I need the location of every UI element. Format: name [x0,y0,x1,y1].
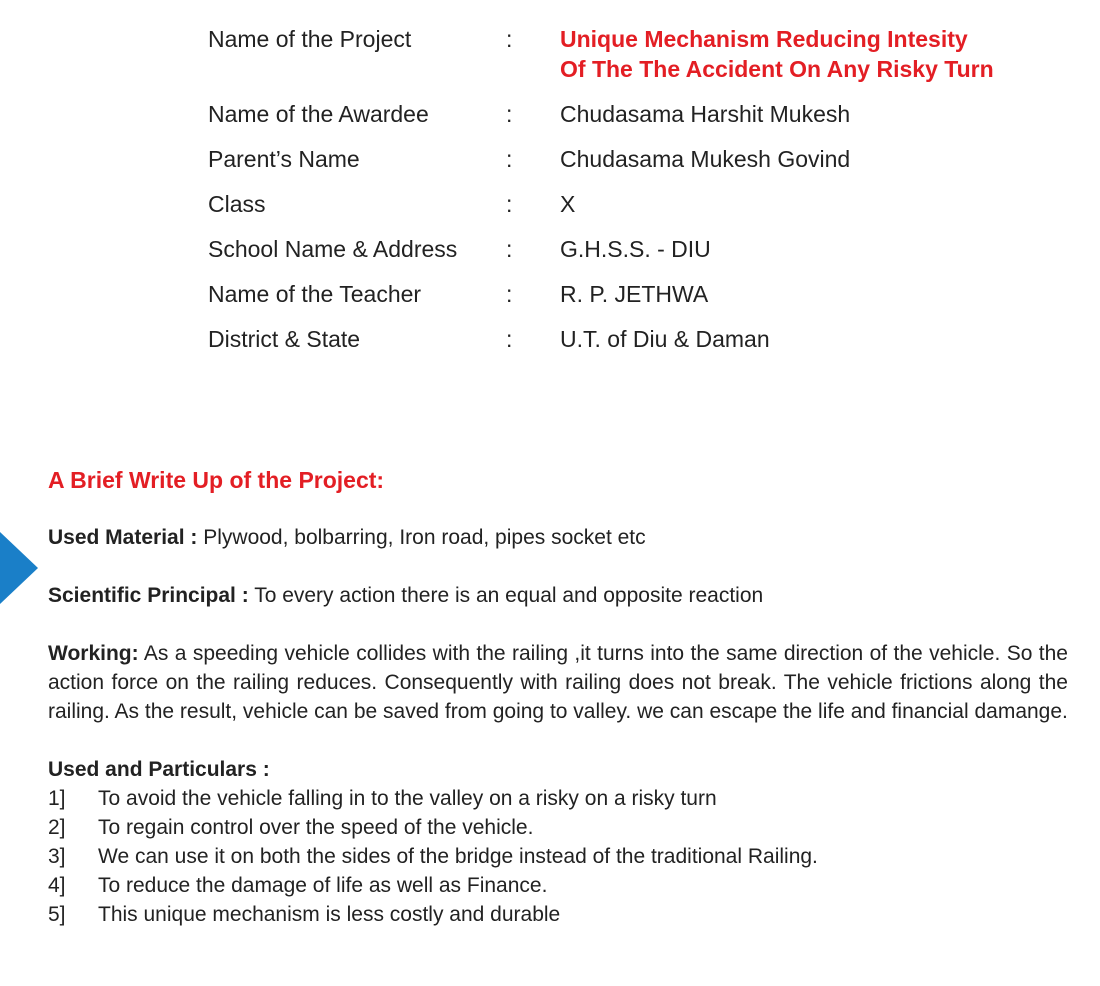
list-item [48,784,1068,813]
detail-colon: : [506,191,513,217]
list-item-text: This unique mechanism is less costly and durable [98,903,561,926]
detail-value: U.T. of Diu & Daman [560,326,770,352]
detail-colon: : [506,236,513,262]
detail-row-class [208,189,1068,219]
list-item-number: 2] [48,816,66,839]
project-details-table [208,24,1068,369]
list-item [48,871,1068,900]
detail-label: Name of the Awardee [208,101,429,127]
detail-colon: : [506,326,513,352]
working-paragraph [48,639,1068,726]
detail-label: Parent’s Name [208,146,360,172]
project-writeup [48,465,1068,929]
list-item [48,900,1068,929]
detail-value: R. P. JETHWA [560,281,709,307]
detail-value: X [560,191,576,217]
list-item-text: To regain control over the speed of the vehicle. [98,816,534,839]
list-item-number: 5] [48,903,66,926]
detail-row-project-name [208,24,1068,84]
working-label: Working: [48,642,139,665]
detail-value: G.H.S.S. - DIU [560,236,711,262]
detail-colon: : [506,146,513,172]
list-item-number: 4] [48,874,66,897]
blue-arrow-icon [0,532,38,604]
working-text: As a speeding vehicle collides with the railing ,it turns into the same direction of the vehicle. So the action force on the railing reduces. Consequently with railing does not break. The vehicle frictions along the railing. As the result, vehicle can be saved from going to valley. we can escape the life and financial damange. [48,642,1068,723]
list-item-number: 1] [48,787,66,810]
detail-value: Chudasama Mukesh Govind [560,146,851,172]
project-title-line-2: Of The The Accident On Any Risky Turn [560,56,994,82]
detail-label: School Name & Address [208,236,458,262]
list-item-text: To avoid the vehicle falling in to the valley on a risky on a risky turn [98,787,717,810]
detail-row-teacher [208,279,1068,309]
detail-colon: : [506,281,513,307]
project-title [560,24,1068,84]
list-item-text: To reduce the damage of life as well as Finance. [98,874,548,897]
detail-row-awardee [208,99,1068,129]
detail-label: Name of the Project [208,26,412,52]
detail-label: District & State [208,326,361,352]
uses-heading: Used and Particulars : [48,758,270,781]
scientific-principle-text: To every action there is an equal and opposite reaction [248,584,764,607]
detail-label: Class [208,191,266,217]
used-material-text: Plywood, bolbarring, Iron road, pipes socket etc [197,526,646,549]
list-item-text: We can use it on both the sides of the bridge instead of the traditional Railing. [98,845,818,868]
writeup-heading: A Brief Write Up of the Project: [48,467,385,493]
detail-value: Chudasama Harshit Mukesh [560,101,851,127]
detail-row-school [208,234,1068,264]
detail-row-district [208,324,1068,354]
project-title-line-1: Unique Mechanism Reducing Intesity [560,26,968,52]
uses-list [48,784,1068,929]
detail-colon: : [506,26,513,52]
detail-colon: : [506,101,513,127]
used-material-paragraph [48,523,1068,552]
list-item [48,813,1068,842]
scientific-principle-label: Scientific Principal : [48,584,249,607]
used-material-label: Used Material : [48,526,198,549]
scientific-principle-paragraph [48,581,1068,610]
detail-label: Name of the Teacher [208,281,422,307]
list-item [48,842,1068,871]
detail-row-parent [208,144,1068,174]
list-item-number: 3] [48,845,66,868]
